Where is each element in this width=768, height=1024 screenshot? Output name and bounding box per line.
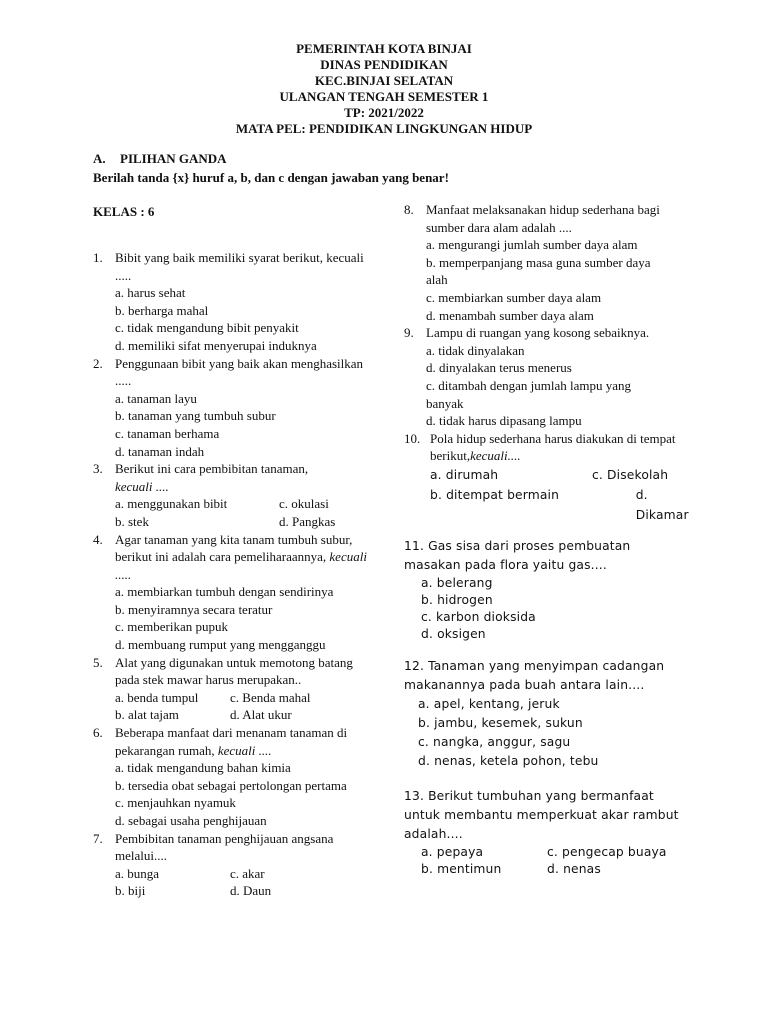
header-subject: MATA PEL: PENDIDIKAN LINGKUNGAN HIDUP bbox=[235, 121, 533, 136]
option-c: c. nangka, anggur, sagu bbox=[418, 734, 571, 749]
option-d: d. Alat ukur bbox=[230, 707, 292, 723]
option-a: a. mengurangi jumlah sumber daya alam bbox=[426, 237, 638, 253]
option-row bbox=[115, 882, 373, 900]
header-exam-title: ULANGAN TENGAH SEMESTER 1 bbox=[279, 89, 489, 104]
question-text: 12. Tanaman yang menyimpan cadangan makanannya pada buah antara lain.... bbox=[404, 658, 665, 692]
option-b: b. berharga mahal bbox=[115, 302, 209, 318]
option-c: c. membiarkan sumber daya alam bbox=[426, 289, 602, 305]
option-d: d. memiliki sifat menyerupai induknya bbox=[115, 337, 317, 353]
question-number: 8. bbox=[404, 202, 414, 217]
option-d: d. tanaman indah bbox=[115, 443, 205, 459]
option-c: c. akar bbox=[230, 865, 265, 881]
question-number: 3. bbox=[93, 461, 103, 477]
section-title: PILIHAN GANDA bbox=[120, 151, 227, 166]
right-column bbox=[404, 201, 704, 878]
option-d: d. Dikamar bbox=[635, 487, 689, 522]
class-label: KELAS : 6 bbox=[93, 204, 155, 219]
question-text: Lampu di ruangan yang kosong sebaiknya. bbox=[426, 325, 650, 341]
question-number: 7. bbox=[93, 830, 103, 846]
question-stem: Beberapa manfaat dari menanam tanaman di pekarangan rumah, bbox=[115, 725, 348, 758]
question-stem: Agar tanaman yang kita tanam tumbuh subur, berikut ini adalah cara pemeliharaannya, bbox=[115, 531, 353, 565]
option-row bbox=[430, 485, 704, 525]
section-heading bbox=[93, 150, 227, 168]
header-district: KEC.BINJAI SELATAN bbox=[314, 73, 454, 88]
question-keyword: kecuali .... bbox=[115, 478, 169, 494]
option-d: d. nenas bbox=[547, 861, 601, 876]
left-column bbox=[93, 249, 373, 900]
question-stem: Pola hidup sederhana harus diakukan di tempat berikut, bbox=[430, 430, 676, 464]
option-b: b. tanaman yang tumbuh subur bbox=[115, 408, 276, 424]
question-2 bbox=[93, 355, 373, 461]
question-text bbox=[115, 531, 373, 584]
option-b: b. tersedia obat sebagai pertolongan pertama bbox=[115, 777, 347, 793]
question-1 bbox=[93, 249, 373, 355]
option-b: b. memperpanjang masa guna sumber daya alah bbox=[426, 254, 651, 288]
option-a: a. pepaya bbox=[421, 844, 484, 859]
question-text: Alat yang digunakan untuk memotong batang pada stek mawar harus merupakan.. bbox=[115, 654, 353, 688]
question-13 bbox=[404, 787, 684, 878]
question-text: Manfaat melaksanakan hidup sederhana bagi sumber dara alam adalah .... bbox=[426, 202, 660, 235]
question-6 bbox=[93, 724, 373, 830]
question-number: 5. bbox=[93, 654, 103, 670]
option-c: c. karbon dioksida bbox=[421, 609, 536, 624]
option-row bbox=[115, 706, 373, 724]
option-c: c. okulasi bbox=[279, 496, 329, 512]
option-c: c. Disekolah bbox=[592, 467, 669, 482]
question-7 bbox=[93, 830, 373, 900]
option-c: c. menjauhkan nyamuk bbox=[115, 795, 236, 811]
option-d: d. Pangkas bbox=[279, 513, 336, 529]
option-row bbox=[430, 465, 704, 485]
question-text: Bibit yang baik memiliki syarat berikut, kecuali ..... bbox=[115, 250, 364, 283]
question-text bbox=[430, 430, 680, 465]
option-row bbox=[115, 865, 373, 883]
question-stem: Berikut ini cara pembibitan tanaman, bbox=[115, 461, 309, 477]
question-text bbox=[115, 460, 373, 495]
question-number: 1. bbox=[93, 250, 103, 265]
question-number: 10. bbox=[404, 430, 421, 446]
option-a: a. tidak mengandung bahan kimia bbox=[115, 760, 291, 776]
option-a: a. membiarkan tumbuh dengan sendirinya bbox=[115, 584, 334, 600]
option-b: b. ditempat bermain bbox=[430, 487, 560, 502]
question-keyword: kecuali.... bbox=[470, 448, 521, 464]
option-b: b. mentimun bbox=[421, 861, 502, 876]
option-c: c. Benda mahal bbox=[230, 689, 311, 705]
option-row bbox=[115, 513, 373, 531]
option-a: a. harus sehat bbox=[115, 285, 186, 301]
option-a: a. bunga bbox=[115, 865, 160, 881]
question-3 bbox=[93, 460, 373, 530]
option-a: a. dirumah bbox=[430, 467, 499, 482]
option-b: b. alat tajam bbox=[115, 707, 179, 723]
document-header bbox=[0, 41, 768, 137]
option-d: d. oksigen bbox=[421, 626, 486, 641]
question-10 bbox=[404, 430, 704, 525]
option-c: c. tanaman berhama bbox=[115, 425, 220, 441]
question-text: Pembibitan tanaman penghijauan angsana melalui.... bbox=[115, 830, 334, 864]
option-row bbox=[115, 495, 373, 513]
question-number: 9. bbox=[404, 325, 414, 341]
option-a: a. benda tumpul bbox=[115, 689, 199, 705]
option-row bbox=[115, 689, 373, 707]
option-d: d. Daun bbox=[230, 883, 272, 899]
question-11 bbox=[404, 537, 664, 643]
section-number: A. bbox=[93, 151, 106, 166]
option-b: d. dinyalakan terus menerus bbox=[426, 360, 572, 376]
question-number: 4. bbox=[93, 531, 103, 547]
option-row bbox=[404, 861, 684, 878]
option-b: b. menyiramnya secara teratur bbox=[115, 601, 273, 617]
question-number: 6. bbox=[93, 725, 103, 741]
question-text bbox=[115, 724, 373, 759]
option-b: b. hidrogen bbox=[421, 592, 493, 607]
option-b: b. stek bbox=[115, 513, 149, 529]
question-5 bbox=[93, 654, 373, 724]
question-text: 11. Gas sisa dari proses pembuatan masakan pada flora yaitu gas.... bbox=[404, 538, 631, 572]
question-text: Penggunaan bibit yang baik akan menghasilkan ..... bbox=[115, 355, 364, 389]
option-a: a. belerang bbox=[421, 575, 493, 590]
header-department: DINAS PENDIDIKAN bbox=[320, 57, 448, 72]
instruction-text: Berilah tanda {x} huruf a, b, dan c dengan jawaban yang benar! bbox=[93, 170, 449, 185]
option-d: d. menambah sumber daya alam bbox=[426, 307, 594, 323]
option-b: b. biji bbox=[115, 883, 146, 899]
option-d: d. membuang rumput yang mengganggu bbox=[115, 637, 326, 653]
question-keyword: kecuali .... bbox=[217, 742, 272, 758]
option-c: c. tidak mengandung bibit penyakit bbox=[115, 320, 299, 336]
option-c: c. memberikan pupuk bbox=[115, 619, 228, 635]
question-text: 13. Berikut tumbuhan yang bermanfaat untuk membantu memperkuat akar rambut adalah.... bbox=[404, 788, 679, 841]
option-a: a. tanaman layu bbox=[115, 390, 197, 406]
header-school-year: TP: 2021/2022 bbox=[344, 105, 424, 120]
question-4 bbox=[93, 531, 373, 654]
option-a: a. tidak dinyalakan bbox=[426, 342, 525, 358]
option-d: d. nenas, ketela pohon, tebu bbox=[418, 753, 599, 768]
question-number: 2. bbox=[93, 355, 103, 371]
question-8 bbox=[404, 201, 704, 324]
question-keyword: kecuali ..... bbox=[115, 549, 367, 582]
option-c: c. ditambah dengan jumlah lampu yang banyak bbox=[426, 377, 632, 411]
option-a: a. apel, kentang, jeruk bbox=[418, 696, 560, 711]
question-9 bbox=[404, 324, 704, 430]
option-b: b. jambu, kesemek, sukun bbox=[418, 715, 583, 730]
option-c: c. pengecap buaya bbox=[547, 844, 667, 859]
option-row bbox=[404, 844, 684, 861]
option-d: d. tidak harus dipasang lampu bbox=[426, 413, 582, 429]
question-12 bbox=[404, 657, 674, 771]
header-government: PEMERINTAH KOTA BINJAI bbox=[296, 41, 472, 56]
option-a: a. menggunakan bibit bbox=[115, 496, 228, 512]
option-d: d. sebagai usaha penghijauan bbox=[115, 813, 267, 828]
